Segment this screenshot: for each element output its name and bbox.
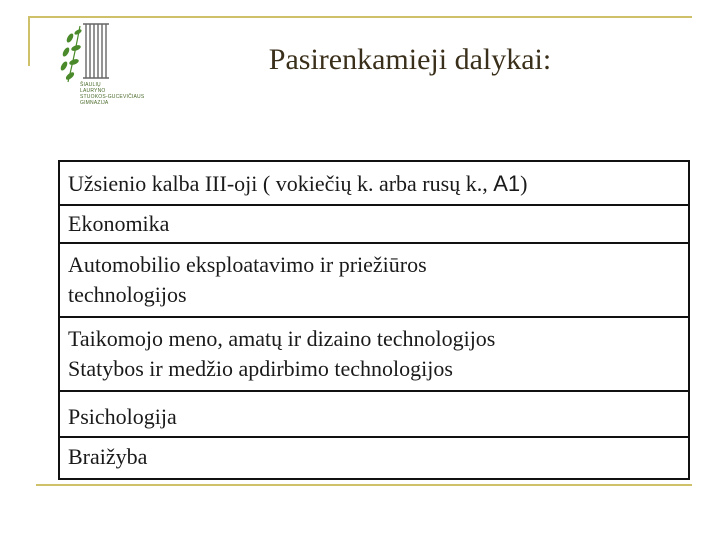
subject-close-paren: ) xyxy=(520,171,528,196)
subject-psychology: Psichologija xyxy=(68,404,177,429)
subject-row-technologies xyxy=(60,318,688,392)
subject-construction: Statybos ir medžio apdirbimo technologijos xyxy=(68,356,453,381)
subject-economics: Ekonomika xyxy=(68,211,170,236)
slide-title: Pasirenkamieji dalykai: xyxy=(268,43,552,76)
subject-automobile-line-2: technologijos xyxy=(68,282,187,307)
subject-row-automobile xyxy=(60,244,688,318)
logo-caption xyxy=(80,82,170,106)
subject-row-psychology xyxy=(60,392,688,438)
subject-foreign-language: Užsienio kalba III-oji ( vokiečių k. arba rusų k., xyxy=(68,171,494,196)
subject-applied-art: Taikomojo meno, amatų ir dizaino technologijos xyxy=(68,326,496,351)
subject-automobile-line-1: Automobilio eksploatavimo ir priežiūros xyxy=(68,252,427,277)
logo-line-2: LAURYNO xyxy=(80,88,106,94)
frame-bottom-line xyxy=(36,484,692,486)
subject-row-foreign-language xyxy=(60,162,688,206)
subjects-table xyxy=(58,160,690,480)
subject-drawing: Braižyba xyxy=(68,444,148,469)
subject-level-badge: A1 xyxy=(493,171,521,196)
logo-line-3: STUOKOS-GUCEVIČIAUS xyxy=(80,94,145,100)
logo-line-1: ŠIAULIŲ xyxy=(80,82,101,88)
subject-row-drawing xyxy=(60,438,688,478)
subject-row-economics xyxy=(60,206,688,244)
frame-left-line xyxy=(28,16,30,66)
logo-line-4: GIMNAZIJA xyxy=(80,100,109,106)
